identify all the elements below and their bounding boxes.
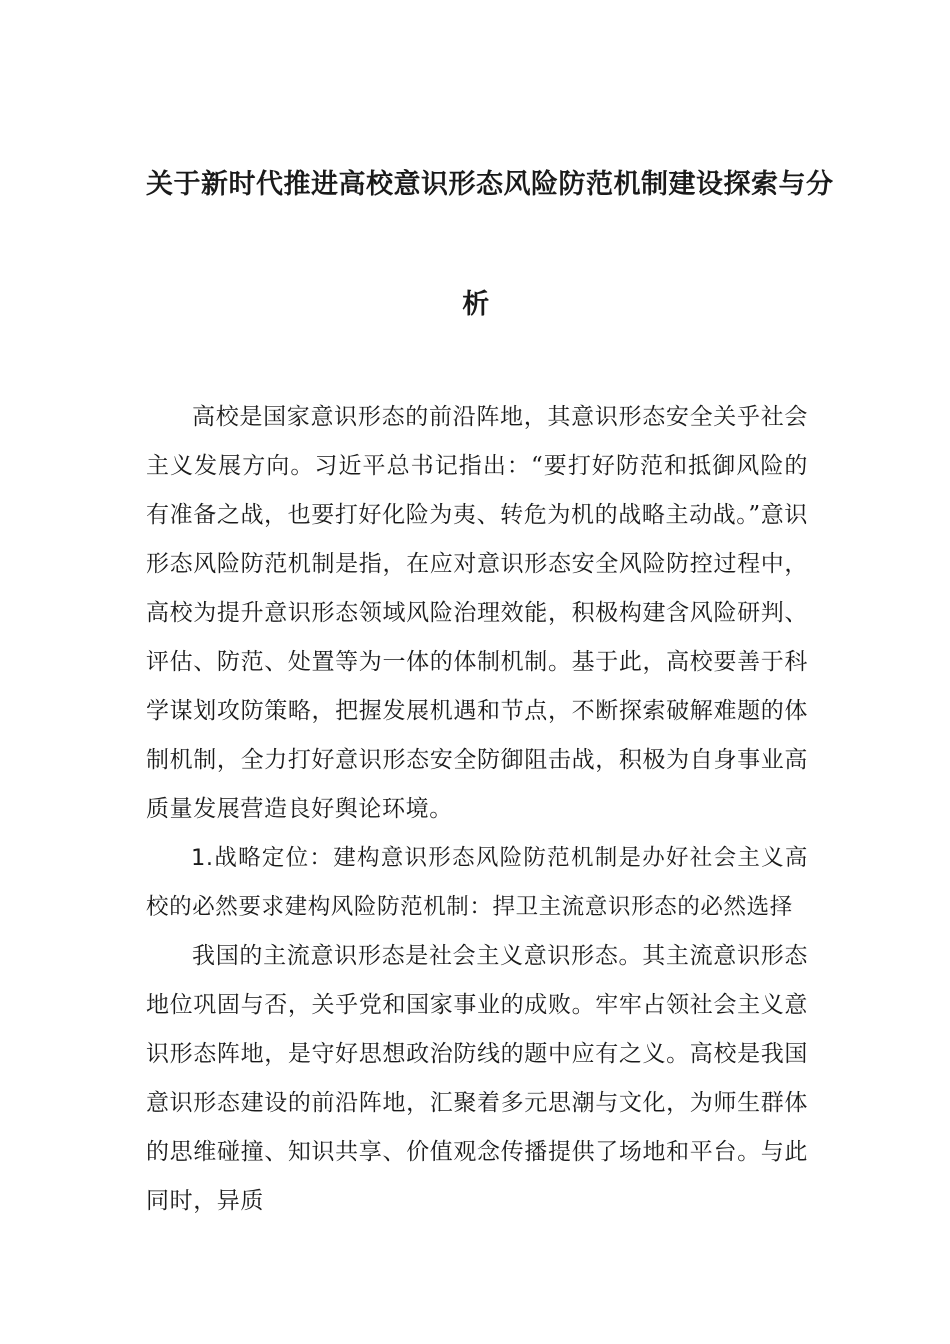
document-body — [146, 393, 808, 1226]
document-title-line-1: 关于新时代推进高校意识形态风险防范机制建设探索与分 — [146, 169, 834, 200]
paragraph-intro: 高校是国家意识形态的前沿阵地，其意识形态安全关乎社会主义发展方向。习近平总书记指出：“要打好防范和抵御风险的有准备之战，也要打好化险为夷、转危为机的战略主动战。”意识形态风险防范机制是指，在应对意识形态安全风险防控过程中，高校为提升意识形态领域风险治理效能，积极构建含风险研判、评估、防范、处置等为一体的体制机制。基于此，高校要善于科学谋划攻防策略，把握发展机遇和节点，不断探索破解难题的体制机制，全力打好意识形态安全防御阻击战，积极为自身事业高质量发展营造良好舆论环境。 — [146, 404, 808, 822]
section-heading-strategic-positioning: 1.战略定位：建构意识形态风险防范机制是办好社会主义高校的必然要求建构风险防范机制：捍卫主流意识形态的必然选择 — [146, 845, 808, 920]
paragraph-mainstream-ideology: 我国的主流意识形态是社会主义意识形态。其主流意识形态地位巩固与否，关乎党和国家事业的成败。牢牢占领社会主义意识形态阵地，是守好思想政治防线的题中应有之义。高校是我国意识形态建设的前沿阵地，汇聚着多元思潮与文化，为师生群体的思维碰撞、知识共享、价值观念传播提供了场地和平台。与此同时，异质 — [146, 943, 808, 1214]
document-title-line-2: 析 — [462, 289, 490, 320]
